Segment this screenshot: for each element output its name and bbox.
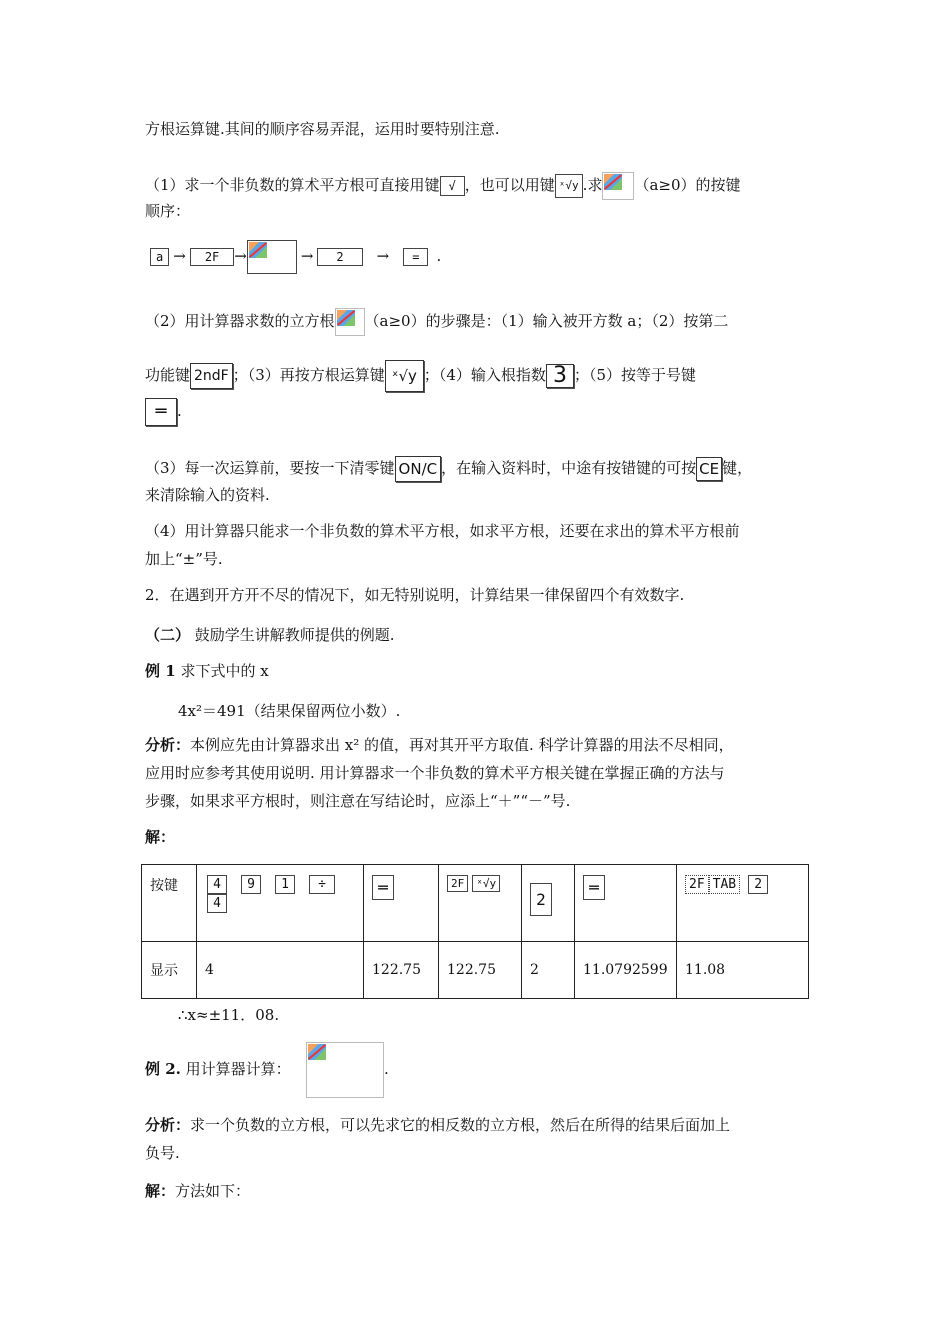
example-label: 例 1 [145, 662, 176, 680]
text-line: 负号. [145, 1144, 180, 1162]
section-heading [145, 624, 395, 646]
table-row [142, 865, 809, 942]
text-span: ，在输入资料时，中途有按错键的可按 [441, 459, 697, 477]
text-span: ，也可以用键 [464, 176, 555, 194]
arrow-icon: → [234, 247, 247, 265]
text-span: 鼓励学生讲解教师提供的例题. [190, 626, 395, 644]
analysis-2-line-1 [145, 1114, 730, 1136]
xroot-key-icon: ˣ√y [472, 875, 500, 892]
equation: 4x²＝491（结果保留两位小数）. [178, 702, 401, 720]
example-1-heading [145, 660, 269, 682]
text-span: 用计算器计算： [180, 1060, 291, 1078]
table-cell [677, 865, 809, 942]
conclusion: ∴x≈±11．08. [178, 1006, 280, 1024]
text-span: 求下式中的 x [175, 662, 269, 680]
section-label: （二） [145, 626, 191, 644]
table-cell [364, 865, 439, 942]
sqrt-key-icon: √ [440, 176, 465, 196]
key-icon: 2F [447, 875, 468, 892]
arrow-icon: → [173, 247, 186, 265]
text-line: 加上“±”号. [145, 550, 223, 568]
text-line: 方根运算键.其间的顺序容易弄混，运用时要特别注意. [145, 120, 500, 138]
text-span: 求一个负数的立方根，可以先求它的相反数的立方根，然后在所得的结果后面加上 [190, 1116, 731, 1134]
formula-image-icon [602, 172, 634, 200]
arrow-icon: → [300, 247, 314, 265]
paragraph-1-line-1 [145, 172, 741, 200]
text-span: ；（4）输入根指数 [423, 366, 546, 384]
text-span: 方法如下： [175, 1182, 251, 1200]
key-icon: 2 [530, 883, 552, 916]
table-cell: 4 [197, 942, 364, 999]
text-span: 功能键 [145, 366, 191, 384]
second-function-key-icon: 2ndF [190, 363, 233, 389]
paragraph-2-line-2 [145, 360, 696, 392]
text-line: 来清除输入的资料. [145, 486, 270, 504]
table-cell: 2 [522, 942, 575, 999]
text-span: 本例应先由计算器求出 x² 的值，再对其开平方取值. 科学计算器的用法不尽相同， [190, 736, 734, 754]
text-span: 键， [722, 459, 753, 477]
text-span: （1）求一个非负数的算术平方根可直接用键 [145, 176, 440, 194]
key-icon: 1 [275, 875, 295, 894]
solution-label: 解： [145, 1182, 176, 1200]
analysis-line-1 [145, 734, 734, 756]
sequence-key: = [403, 248, 428, 266]
text-line: 2．在遇到开方开不尽的情况下，如无特别说明，计算结果一律保留四个有效数字. [145, 586, 685, 604]
text-span: （a≥0）的步骤是：（1）输入被开方数 a；（2）按第二 [364, 312, 729, 330]
table-cell: 122.75 [439, 942, 522, 999]
text-span: ；（3）再按方根运算键 [232, 366, 385, 384]
equals-key-icon: ═ [583, 875, 605, 900]
three-key-icon: 3 [546, 364, 574, 388]
xroot-key-icon: ˣ√y [555, 174, 583, 198]
sequence-key: 2 [317, 248, 362, 266]
clear-entry-key-icon: CE [696, 457, 722, 481]
analysis-label: 分析： [145, 1116, 191, 1134]
paragraph-3-line-1 [145, 456, 752, 482]
example-label: 例 2. [145, 1060, 181, 1078]
table-cell [439, 865, 522, 942]
row-header: 显示 [142, 942, 197, 999]
key-icon: 2F [685, 875, 709, 894]
text-span: ；（5）按等于号键 [573, 366, 696, 384]
equals-key-icon: ═ [145, 398, 177, 426]
key-sequence [150, 240, 441, 274]
text-span: . [384, 1060, 389, 1078]
sequence-key: a [150, 248, 169, 266]
formula-image-icon [335, 308, 365, 336]
equals-key-icon: ═ [372, 875, 394, 900]
arrow-icon: → [376, 247, 390, 265]
calculator-table [141, 864, 809, 999]
table-cell [522, 865, 575, 942]
text-line: 顺序： [145, 202, 191, 220]
text-line: 步骤，如果求平方根时，则注意在写结论时，应添上“＋”“－”号. [145, 792, 571, 810]
table-row [142, 942, 809, 999]
text-span: . [177, 402, 182, 420]
row-header: 按键 [142, 865, 197, 942]
key-icon: TAB [709, 875, 740, 894]
table-cell [575, 865, 677, 942]
formula-image-icon [306, 1042, 384, 1098]
example-2-heading [145, 1058, 291, 1080]
xroot-key-icon: ˣ√y [385, 360, 424, 392]
paragraph-2-line-1 [145, 308, 728, 336]
table-cell: 11.0792599 [575, 942, 677, 999]
on-clear-key-icon: ON/C [395, 456, 442, 482]
text-span: （2）用计算器求数的立方根 [145, 312, 335, 330]
text-span: （3）每一次运算前，要按一下清零键 [145, 459, 395, 477]
text-line: （4）用计算器只能求一个非负数的算术平方根，如求平方根，还要在求出的算术平方根前 [145, 522, 740, 540]
key-icon: 4 [207, 875, 227, 894]
table-cell: 122.75 [364, 942, 439, 999]
text-span: . [436, 247, 442, 265]
analysis-label: 分析： [145, 736, 191, 754]
key-icon: 9 [241, 875, 261, 894]
paragraph-2-line-3 [145, 398, 182, 426]
text-span: .求 [582, 176, 603, 194]
solution-2-line [145, 1180, 250, 1202]
text-span: （a≥0）的按键 [634, 176, 741, 194]
sequence-key: 2F [190, 248, 234, 266]
solution-label: 解： [145, 828, 176, 846]
key-icon: 4 [207, 894, 227, 913]
key-icon: ÷ [309, 875, 335, 894]
table-cell [197, 865, 364, 942]
key-icon: 2 [748, 875, 768, 894]
text-line: 应用时应参考其使用说明. 用计算器求一个非负数的算术平方根关键在掌握正确的方法与 [145, 764, 725, 782]
formula-image-icon [247, 240, 297, 274]
table-cell: 11.08 [677, 942, 809, 999]
